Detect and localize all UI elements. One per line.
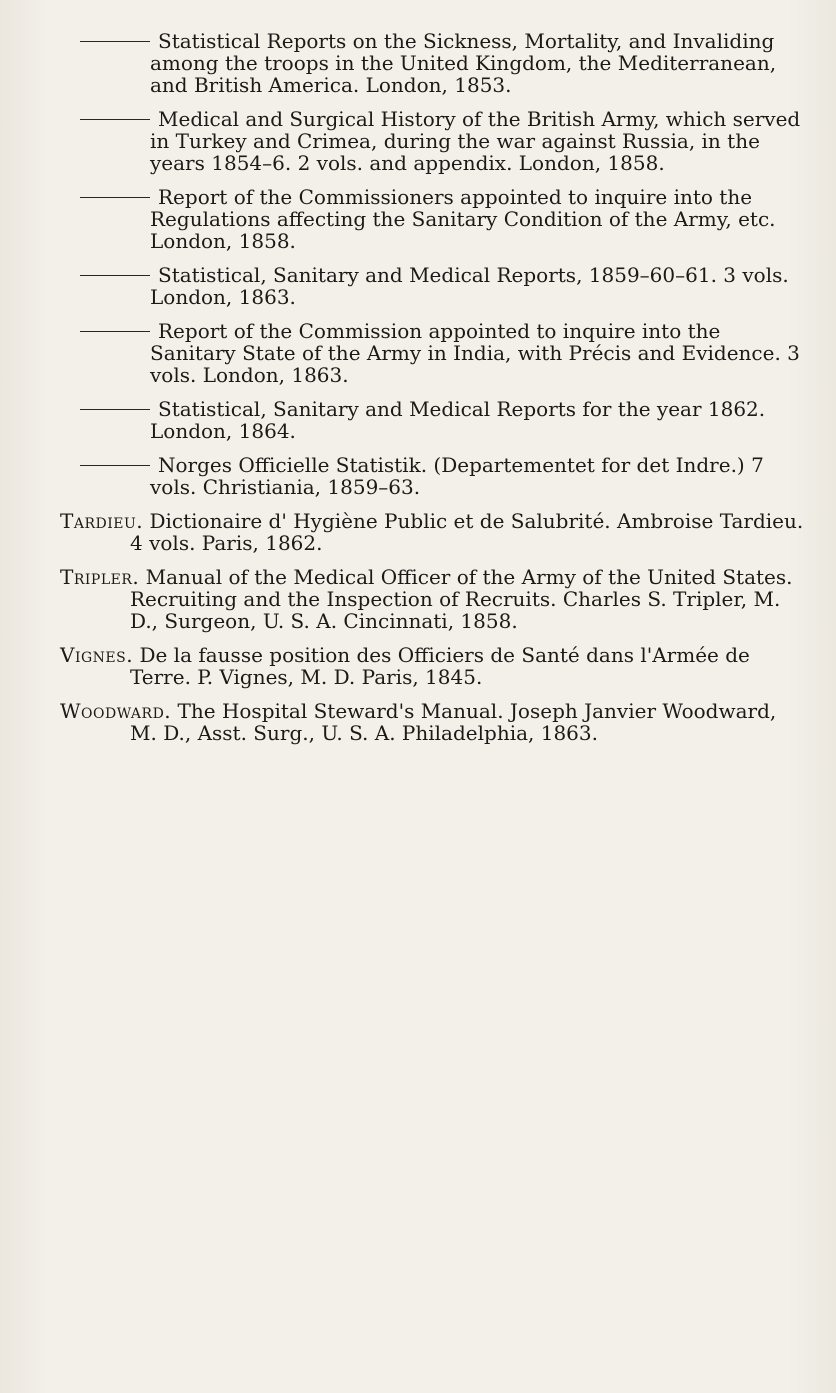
entry-text: Statistical Reports on the Sickness, Mortality, and Invaliding among the troops in the United Kingdom, the Mediterranean, and British America. London, 1853. xyxy=(150,29,777,97)
list-item xyxy=(60,644,805,688)
list-item xyxy=(80,108,805,174)
list-item xyxy=(80,320,805,386)
entry-text: Manual of the Medical Officer of the Army of the United States. Recruiting and the Inspection of Recruits. Charles S. Tripler, M. D., Surgeon, U. S. A. Cincinnati, 1858. xyxy=(130,565,793,633)
entry-text: Report of the Commission appointed to inquire into the Sanitary State of the Army in India, with Précis and Evidence. 3 vols. London, 1863. xyxy=(150,319,800,387)
entry-author: Tardieu. xyxy=(60,509,144,533)
entry-text: Statistical, Sanitary and Medical Reports for the year 1862. London, 1864. xyxy=(150,397,766,443)
entry-text: Medical and Surgical History of the British Army, which served in Turkey and Crimea, during the war against Russia, in the years 1854–6. 2 vols. and appendix. London, 1858. xyxy=(150,107,801,175)
ditto-dash xyxy=(80,409,150,410)
entry-text: Dictionaire d' Hygiène Public et de Salubrité. Ambroise Tardieu. 4 vols. Paris, 1862. xyxy=(130,509,804,555)
list-item xyxy=(60,700,805,744)
entry-author: Woodward. xyxy=(60,699,172,723)
list-item xyxy=(80,264,805,308)
entry-text: Norges Officielle Statistik. (Departementet for det Indre.) 7 vols. Christiania, 1859–63. xyxy=(150,453,764,499)
ditto-dash xyxy=(80,275,150,276)
list-item xyxy=(80,398,805,442)
entry-text: Report of the Commissioners appointed to inquire into the Regulations affecting the Sanitary Condition of the Army, etc. London, 1858. xyxy=(150,185,776,253)
entry-author: Tripler. xyxy=(60,565,140,589)
ditto-dash xyxy=(80,331,150,332)
entry-text: De la fausse position des Officiers de Santé dans l'Armée de Terre. P. Vignes, M. D. Paris, 1845. xyxy=(130,643,750,689)
ditto-dash xyxy=(80,197,150,198)
entry-text: The Hospital Steward's Manual. Joseph Janvier Woodward, M. D., Asst. Surg., U. S. A. Philadelphia, 1863. xyxy=(130,699,777,745)
ditto-dash xyxy=(80,41,150,42)
bibliography-list xyxy=(60,30,805,756)
ditto-dash xyxy=(80,119,150,120)
entry-author: Vignes. xyxy=(60,643,134,667)
list-item xyxy=(60,566,805,632)
ditto-dash xyxy=(80,465,150,466)
list-item xyxy=(60,510,805,554)
list-item xyxy=(80,30,805,96)
list-item xyxy=(80,454,805,498)
entry-text: Statistical, Sanitary and Medical Reports, 1859–60–61. 3 vols. London, 1863. xyxy=(150,263,789,309)
list-item xyxy=(80,186,805,252)
